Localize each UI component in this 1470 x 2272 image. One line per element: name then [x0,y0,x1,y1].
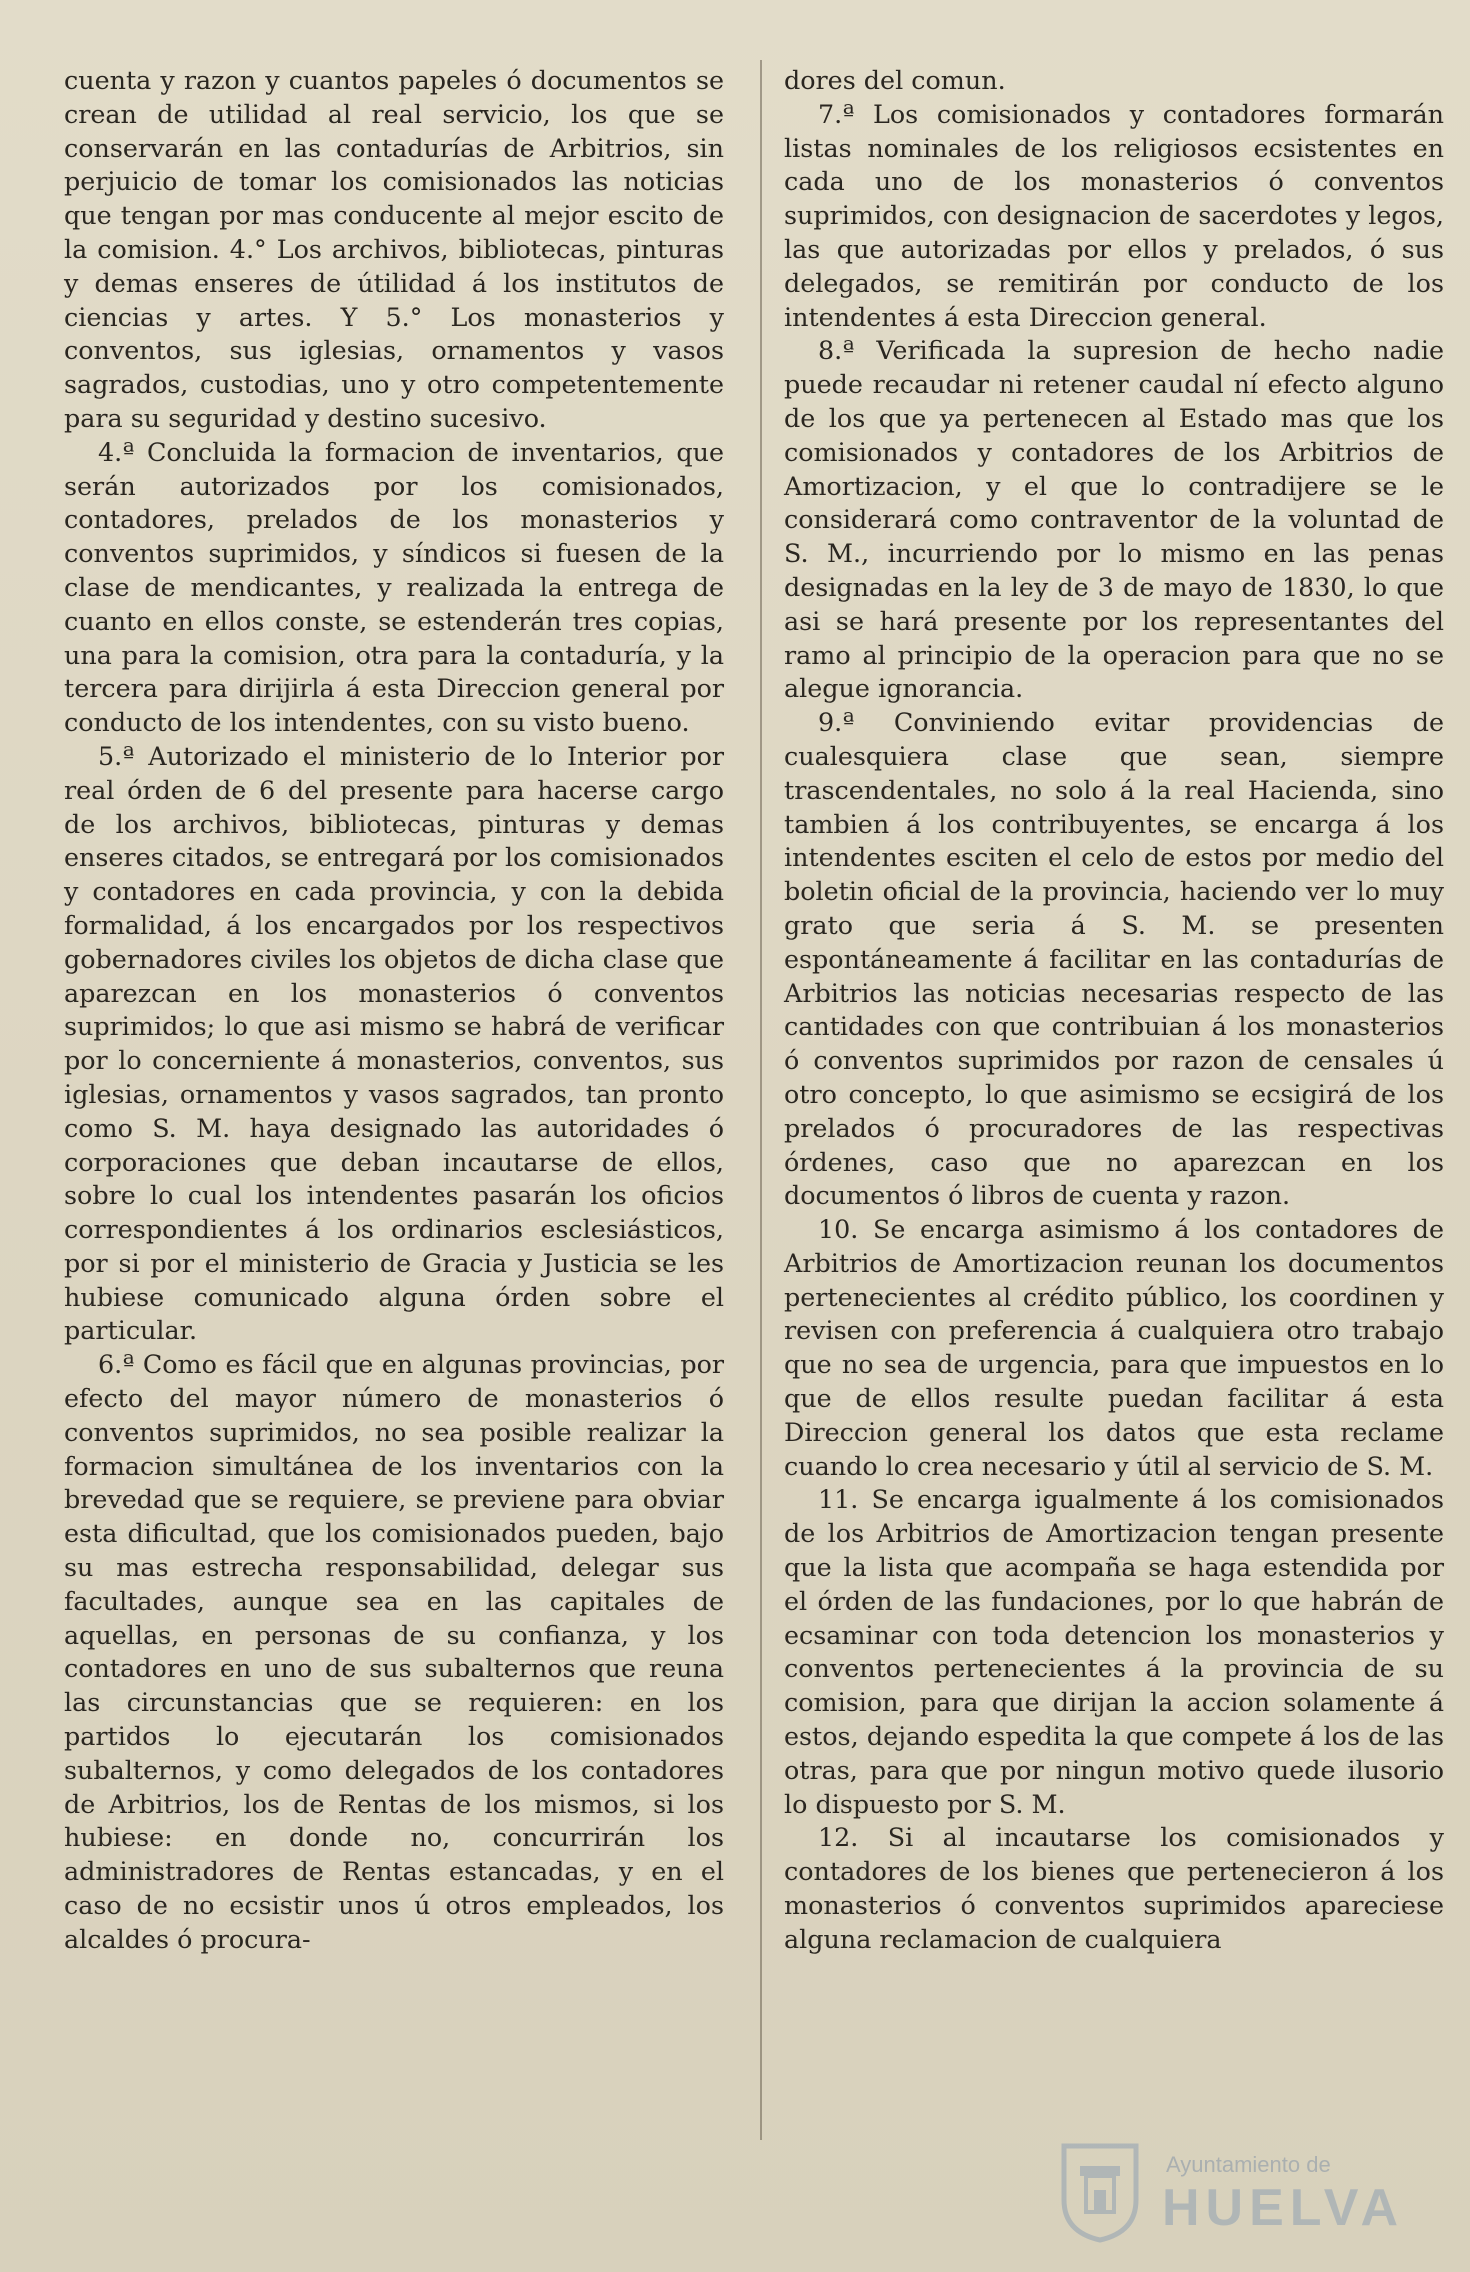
paragraph-9: 9.ª Conviniendo evitar providencias de cualesquiera clase que sean, siempre trascendentales, no solo á la real Hacienda, sino tambien á los contribuyentes, se encarga á los intendentes esciten el celo de estos por medio del boletin oficial de la provincia, haciendo ver lo muy grato que seria á S. M. se presenten espontáneamente á facilitar en las contadurías de Arbitrios las noticias necesarias respecto de las cantidades con que contribuian á los monasterios ó conventos suprimidos por razon de censales ú otro concepto, lo que asimismo se ecsigirá de los prelados ó procuradores de las respectivas órdenes, caso que no aparezcan en los documentos ó libros de cuenta y razon. [784,707,1444,1211]
huelva-watermark [1058,2140,1438,2250]
paragraph-4: 4.ª Concluida la formacion de inventarios, que serán autorizados por los comisionados, contadores, prelados de los monasterios y conventos suprimidos, y síndicos si fuesen de la clase de mendicantes, y realizada la entrega de cuanto en ellos conste, se estenderán tres copias, una para la comision, otra para la contaduría, y la tercera para dirijirla á esta Direccion general por conducto de los intendentes, con su visto bueno. [64,436,724,738]
city-shield-icon [1058,2140,1142,2244]
right-column [784,64,1444,1957]
paragraph-7: 7.ª Los comisionados y contadores formarán listas nominales de los religiosos ecsistentes en cada uno de los monasterios ó conventos suprimidos, con designacion de sacerdotes y legos, las que autorizadas por ellos y prelados, ó sus delegados, se remitirán por conducto de los intendentes á esta Direccion general. [784,98,1444,332]
paragraph-10: 10. Se encarga asimismo á los contadores de Arbitrios de Amortizacion reunan los documentos pertenecientes al crédito público, los coordinen y revisen con preferencia á cualquiera otro trabajo que no sea de urgencia, para que impuestos en lo que de ellos resulte puedan facilitar á esta Direccion general los datos que esta reclame cuando lo crea necesario y útil al servicio de S. M. [784,1214,1444,1481]
watermark-line2: HUELVA [1162,2179,1405,2237]
paragraph-11: 11. Se encarga igualmente á los comisionados de los Arbitrios de Amortizacion tengan presente que la lista que acompaña se haga estendida por el órden de las fundaciones, por lo que habrán de ecsaminar con toda detencion los monasterios y conventos pertenecientes á la provincia de su comision, para que dirijan la accion solamente á estos, dejando espedita la que compete á los de las otras, para que por ningun motivo quede ilusorio lo dispuesto por S. M. [784,1484,1444,1819]
column-divider [760,60,762,2140]
paragraph-6: 6.ª Como es fácil que en algunas provincias, por efecto del mayor número de monasterios ó conventos suprimidos, no sea posible realizar la formacion simultánea de los inventarios con la brevedad que se requiere, se previene para obviar esta dificultad, que los comisionados pueden, bajo su mas estrecha responsabilidad, delegar sus facultades, aunque sea en las capitales de aquellas, en personas de su confianza, y los contadores en uno de sus subalternos que reuna las circunstancias que se requieren: en los partidos lo ejecutarán los comisionados subalternos, y como delegados de los contadores de Arbitrios, los de Rentas de los mismos, si los hubiese: en donde no, concurrirán los administradores de Rentas estancadas, y en el caso de no ecsistir unos ú otros empleados, los alcaldes ó procura- [64,1349,724,1954]
paragraph-6-end: dores del comun. [784,65,1006,95]
paragraph-continuation: cuenta y razon y cuantos papeles ó documentos se crean de utilidad al real servicio, los que se conservarán en las contadurías de Arbitrios, sin perjuicio de tomar los comisionados las noticias que tengan por mas conducente al mejor escito de la comision. 4.° Los archivos, bibliotecas, pinturas y demas enseres de útilidad á los institutos de ciencias y artes. Y 5.° Los monasterios y conventos, sus iglesias, ornamentos y vasos sagrados, custodias, uno y otro competentemente para su seguridad y destino sucesivo. [64,65,724,433]
watermark-line1: Ayuntamiento de [1166,2152,1331,2177]
paragraph-12: 12. Si al incautarse los comisionados y contadores de los bienes que pertenecieron á los monasterios ó conventos suprimidos apareciese alguna reclamacion de cualquiera [784,1822,1444,1954]
paragraph-8: 8.ª Verificada la supresion de hecho nadie puede recaudar ni retener caudal ní efecto alguno de los que ya pertenecen al Estado mas que los comisionados y contadores de los Arbitrios de Amortizacion, y el que lo contradijere se le considerará como contraventor de la voluntad de S. M., incurriendo por lo mismo en las penas designadas en la ley de 3 de mayo de 1830, lo que asi se hará presente por los representantes del ramo al principio de la operacion para que no se alegue ignorancia. [784,335,1444,704]
left-column [64,64,724,1957]
paragraph-5: 5.ª Autorizado el ministerio de lo Interior por real órden de 6 del presente para hacerse cargo de los archivos, bibliotecas, pinturas y demas enseres citados, se entregará por los comisionados y contadores en cada provincia, y con la debida formalidad, á los encargados por los respectivos gobernadores civiles los objetos de dicha clase que aparezcan en los monasterios ó conventos suprimidos; lo que asi mismo se habrá de verificar por lo concerniente á monasterios, conventos, sus iglesias, ornamentos y vasos sagrados, tan pronto como S. M. haya designado las autoridades ó corporaciones que deban incautarse de ellos, sobre lo cual los intendentes pasarán los oficios correspondientes á los ordinarios esclesiásticos, por si por el ministerio de Gracia y Justicia se les hubiese comunicado alguna órden sobre el particular. [64,740,724,1346]
